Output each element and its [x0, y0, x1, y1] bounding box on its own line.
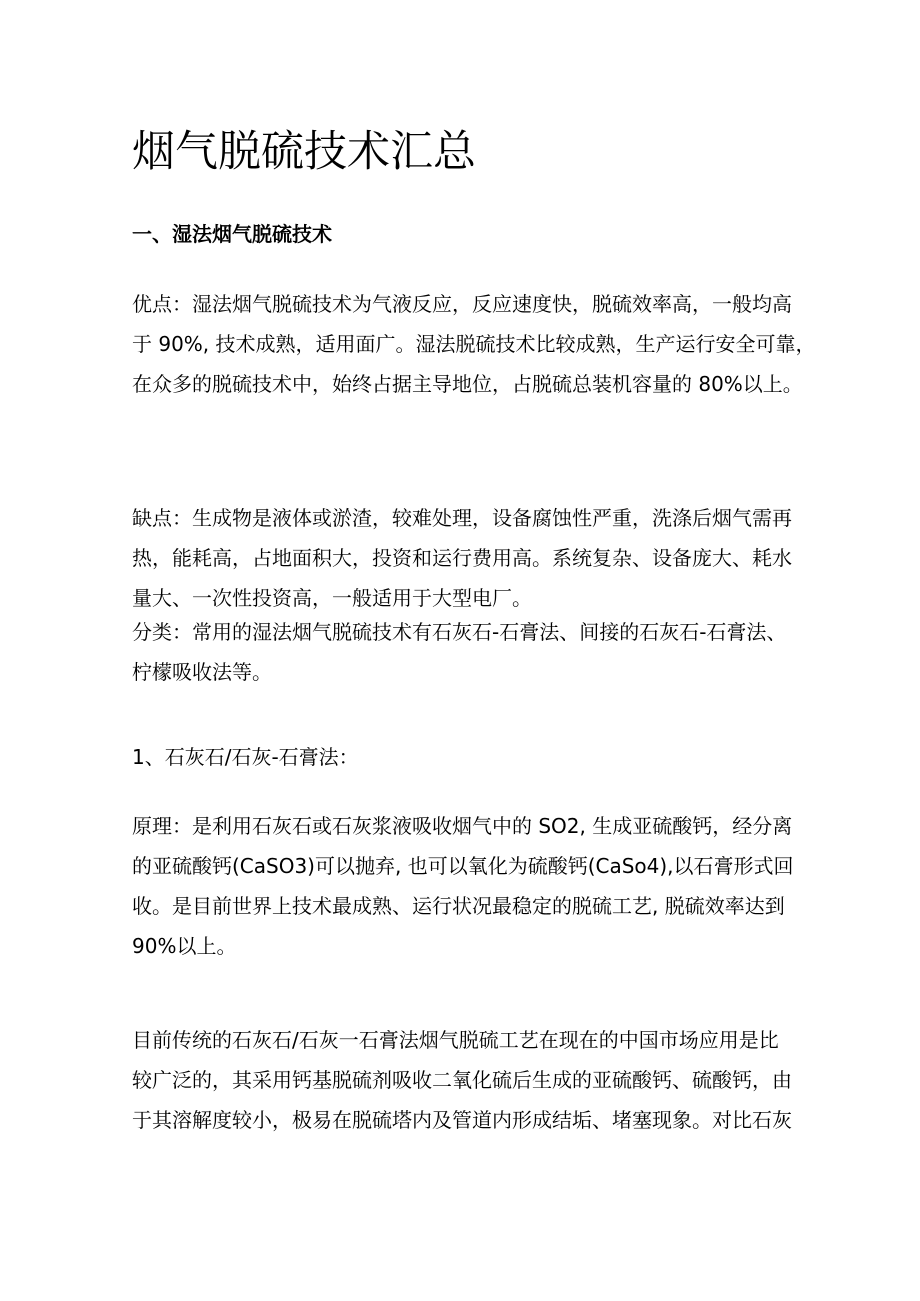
text-line: 目前传统的石灰石/石灰一石膏法烟气脱硫工艺在现在的中国市场应用是比 [132, 1028, 779, 1052]
text-line: 热，能耗高，占地面积大，投资和运行费用高。系统复杂、设备庞大、耗水 [132, 546, 792, 570]
text-line: 柠檬吸收法等。 [132, 660, 272, 684]
paragraph-classification [132, 612, 786, 692]
paragraph-advantages [132, 284, 816, 404]
text-line: 在众多的脱硫技术中，始终占据主导地位，占脱硫总装机容量的 80%以上。 [132, 372, 803, 396]
text-line: 收。是目前世界上技术最成熟、运行状况最稳定的脱硫工艺, 脱硫效率达到 [132, 894, 785, 918]
text-line: 优点：湿法烟气脱硫技术为气液反应，反应速度快，脱硫效率高，一般均高 [132, 292, 792, 316]
document-title: 烟气脱硫技术汇总 [132, 127, 476, 177]
paragraph-principle [132, 806, 794, 966]
text-line: 90%以上。 [132, 934, 237, 958]
text-line: 于 90%, 技术成熟，适用面广。湿法脱硫技术比较成熟，生产运行安全可靠， [132, 332, 816, 356]
text-line: 1、石灰石/石灰-石膏法： [132, 745, 359, 769]
paragraph-disadvantages [132, 498, 792, 618]
text-line: 量大、一次性投资高，一般适用于大型电厂。 [132, 586, 532, 610]
section-heading: 一、湿法烟气脱硫技术 [132, 222, 332, 246]
text-line: 缺点：生成物是液体或淤渣，较难处理，设备腐蚀性严重，洗涤后烟气需再 [132, 506, 792, 530]
text-line: 原理：是利用石灰石或石灰浆液吸收烟气中的 SO2, 生成亚硫酸钙，经分离 [132, 814, 793, 838]
text-line: 较广泛的，其采用钙基脱硫剂吸收二氧化硫后生成的亚硫酸钙、硫酸钙，由 [132, 1068, 792, 1092]
text-line: 分类：常用的湿法烟气脱硫技术有石灰石-石膏法、间接的石灰石-石膏法、 [132, 620, 787, 644]
text-line: 的亚硫酸钙(CaSO3)可以抛弃, 也可以氧化为硫酸钙(CaSo4),以石膏形式回 [132, 854, 794, 878]
text-line: 于其溶解度较小，极易在脱硫塔内及管道内形成结垢、堵塞现象。对比石灰 [132, 1108, 792, 1132]
paragraph-current-status [132, 1020, 792, 1140]
method-heading [132, 737, 359, 777]
